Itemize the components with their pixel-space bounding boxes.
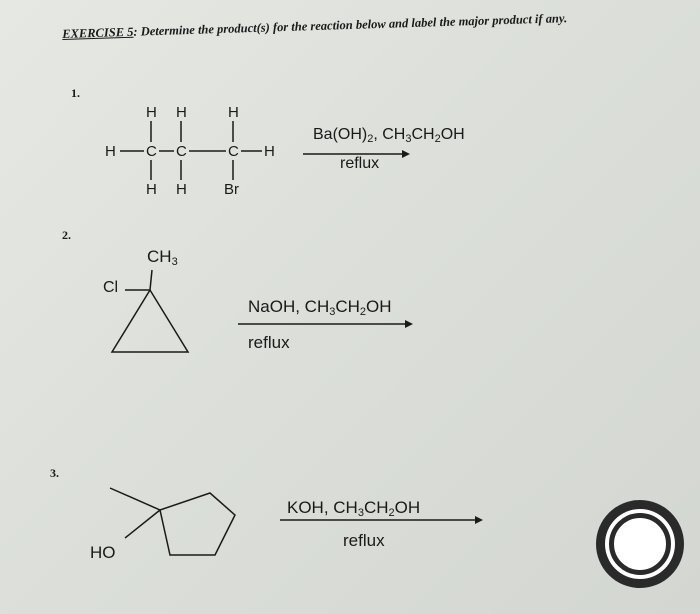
hydroxy-label: HO [90, 543, 116, 562]
hydroxy-bond [125, 510, 160, 538]
atom-h: H [176, 104, 187, 121]
atom-h: H [264, 143, 275, 160]
reaction-3-conditions: reflux [343, 531, 385, 550]
chloro-label: Cl [103, 279, 119, 296]
atom-c: C [146, 143, 157, 160]
arrowhead [402, 150, 410, 158]
problem-1-number: 1. [71, 86, 80, 100]
atom-c: C [228, 143, 239, 160]
reaction-2-conditions: reflux [248, 333, 290, 352]
cyclopropane-ring [112, 290, 188, 352]
exercise-instruction: : Determine the product(s) for the reaction below and label the major product if any. [133, 11, 568, 39]
record-circle-icon [609, 513, 671, 575]
atom-h: H [228, 104, 239, 121]
methyl-bond [150, 270, 152, 290]
methyl-bond [110, 488, 160, 510]
arrowhead [405, 320, 413, 328]
reaction-1-conditions: reflux [340, 155, 380, 172]
atom-br: Br [224, 181, 239, 198]
atom-h: H [176, 181, 187, 198]
reaction-3-reagents: KOH, $CH_3CH_2OH$ [287, 498, 421, 519]
problem-2-number: 2. [62, 228, 71, 242]
problem-3-number: 3. [50, 466, 59, 480]
cyclopentane-ring [160, 493, 235, 555]
exercise-number: EXERCISE 5 [62, 24, 134, 41]
atom-h: H [146, 104, 157, 121]
arrowhead [475, 516, 483, 524]
atom-h: H [146, 181, 157, 198]
reaction-2-reagents: NaOH, $CH_3CH_2OH$ [248, 297, 392, 318]
atom-c: C [176, 143, 187, 160]
reaction-1-reagents: $Ba(OH)_2$, $CH_3CH_2OH$ [313, 126, 465, 145]
methyl-label: $CH_3$ [147, 247, 178, 268]
record-button[interactable] [596, 500, 684, 588]
atom-h: H [105, 143, 116, 160]
